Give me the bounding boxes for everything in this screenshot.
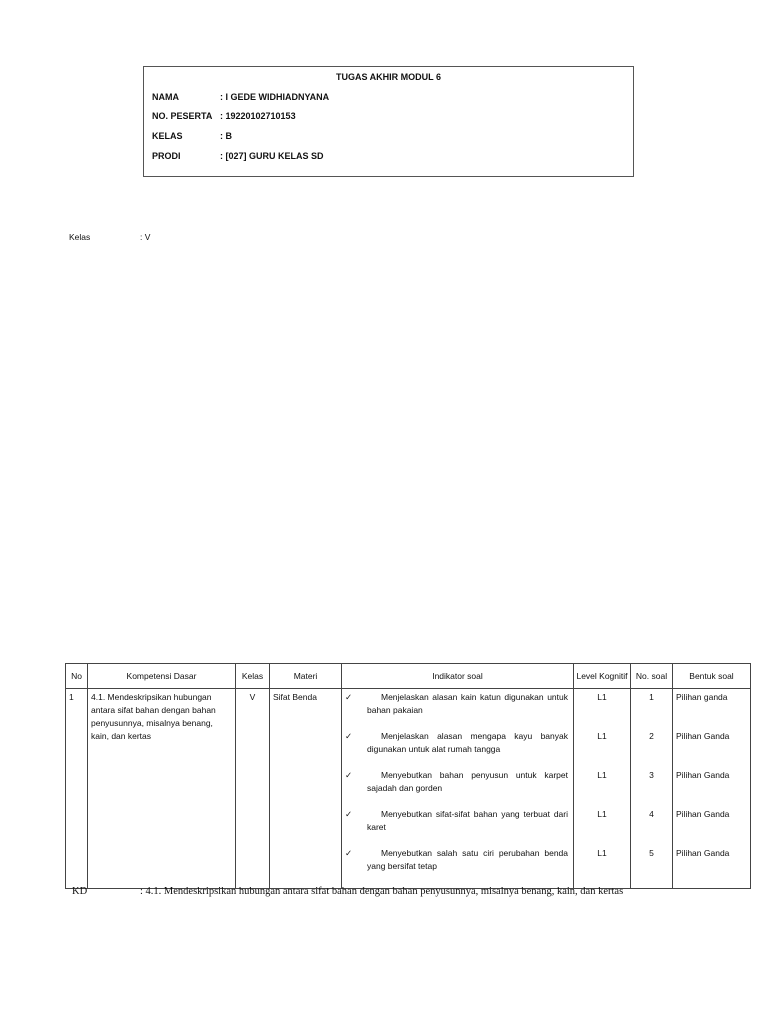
indikator-text: Menyebutkan sifat-sifat bahan yang terbuat dari karet: [367, 809, 568, 832]
header-value: : I GEDE WIDHIADNYANA: [220, 92, 330, 102]
cell-indikator: [342, 689, 574, 889]
header-level-kognitif: Level Kognitif: [574, 664, 631, 689]
header-label: NO. PESERTA: [152, 111, 213, 121]
header-kompetensi-dasar: Kompetensi Dasar: [88, 664, 236, 689]
level-value: L1: [597, 770, 607, 780]
cell-materi: Sifat Benda: [270, 689, 342, 889]
bentuk-value: Pilihan Ganda: [676, 731, 730, 741]
indikator-text: Menyebutkan bahan penyusun untuk karpet sajadah dan gorden: [367, 770, 568, 793]
header-value: : 19220102710153: [220, 111, 296, 121]
cell-kompetensi-dasar: 4.1. Mendeskripsikan hubungan antara sifat bahan dengan bahan penyusunnya, misalnya benang, kain, dan kertas: [88, 689, 236, 889]
header-row-nama: [152, 92, 329, 102]
indikator-item: [345, 730, 570, 769]
header-no-soal: No. soal: [631, 664, 673, 689]
nosoal-value: 2: [649, 731, 654, 741]
bentuk-value: Pilihan Ganda: [676, 809, 730, 819]
header-materi: Materi: [270, 664, 342, 689]
table-row: [66, 689, 751, 889]
header-row-no-peserta: [152, 111, 296, 121]
bentuk-value: Pilihan ganda: [676, 692, 728, 702]
nosoal-value: 4: [649, 809, 654, 819]
bentuk-value: Pilihan Ganda: [676, 848, 730, 858]
level-value: L1: [597, 692, 607, 702]
cell-no: 1: [66, 689, 88, 889]
kd-line: [72, 886, 623, 897]
kisi-kisi-table: [65, 663, 751, 889]
header-no: No: [66, 664, 88, 689]
kd-value: : 4.1. Mendeskripsikan hubungan antara sifat bahan dengan bahan penyusunnya, misalnya benang, kain, dan kertas: [140, 886, 624, 897]
header-bentuk-soal: Bentuk soal: [673, 664, 751, 689]
header-indikator: Indikator soal: [342, 664, 574, 689]
header-value: : B: [220, 131, 232, 141]
header-row-kelas: [152, 131, 232, 141]
checkmark-icon: ✓: [345, 731, 353, 741]
level-value: L1: [597, 731, 607, 741]
indikator-item: [345, 847, 570, 886]
bentuk-value: Pilihan Ganda: [676, 770, 730, 780]
kelas-value: : V: [140, 232, 151, 242]
header-label: NAMA: [152, 92, 179, 102]
header-row-prodi: [152, 151, 324, 161]
checkmark-icon: ✓: [345, 809, 353, 819]
level-value: L1: [597, 809, 607, 819]
indikator-item: [345, 691, 570, 730]
table-header-row: [66, 664, 751, 689]
header-title: TUGAS AKHIR MODUL 6: [335, 72, 441, 82]
cell-bentuk-soal: [673, 689, 751, 889]
indikator-item: [345, 769, 570, 808]
nosoal-value: 3: [649, 770, 654, 780]
cell-level-kognitif: [574, 689, 631, 889]
header-label: PRODI: [152, 151, 181, 161]
nosoal-value: 5: [649, 848, 654, 858]
level-value: L1: [597, 848, 607, 858]
nosoal-value: 1: [649, 692, 654, 702]
checkmark-icon: ✓: [345, 848, 353, 858]
indikator-text: Menyebutkan salah satu ciri perubahan benda yang bersifat tetap: [367, 848, 568, 871]
indikator-text: Menjelaskan alasan mengapa kayu banyak digunakan untuk alat rumah tangga: [367, 731, 568, 754]
cell-no-soal: [631, 689, 673, 889]
header-label: KELAS: [152, 131, 183, 141]
indikator-text: Menjelaskan alasan kain katun digunakan untuk bahan pakaian: [367, 692, 568, 715]
header-kelas: Kelas: [236, 664, 270, 689]
checkmark-icon: ✓: [345, 692, 353, 702]
kelas-line: [69, 232, 150, 242]
kd-label: KD: [72, 886, 88, 897]
indikator-item: [345, 808, 570, 847]
kelas-label: Kelas: [69, 232, 91, 242]
cell-kelas: V: [236, 689, 270, 889]
header-box: [143, 66, 634, 177]
checkmark-icon: ✓: [345, 770, 353, 780]
header-value: : [027] GURU KELAS SD: [220, 151, 324, 161]
